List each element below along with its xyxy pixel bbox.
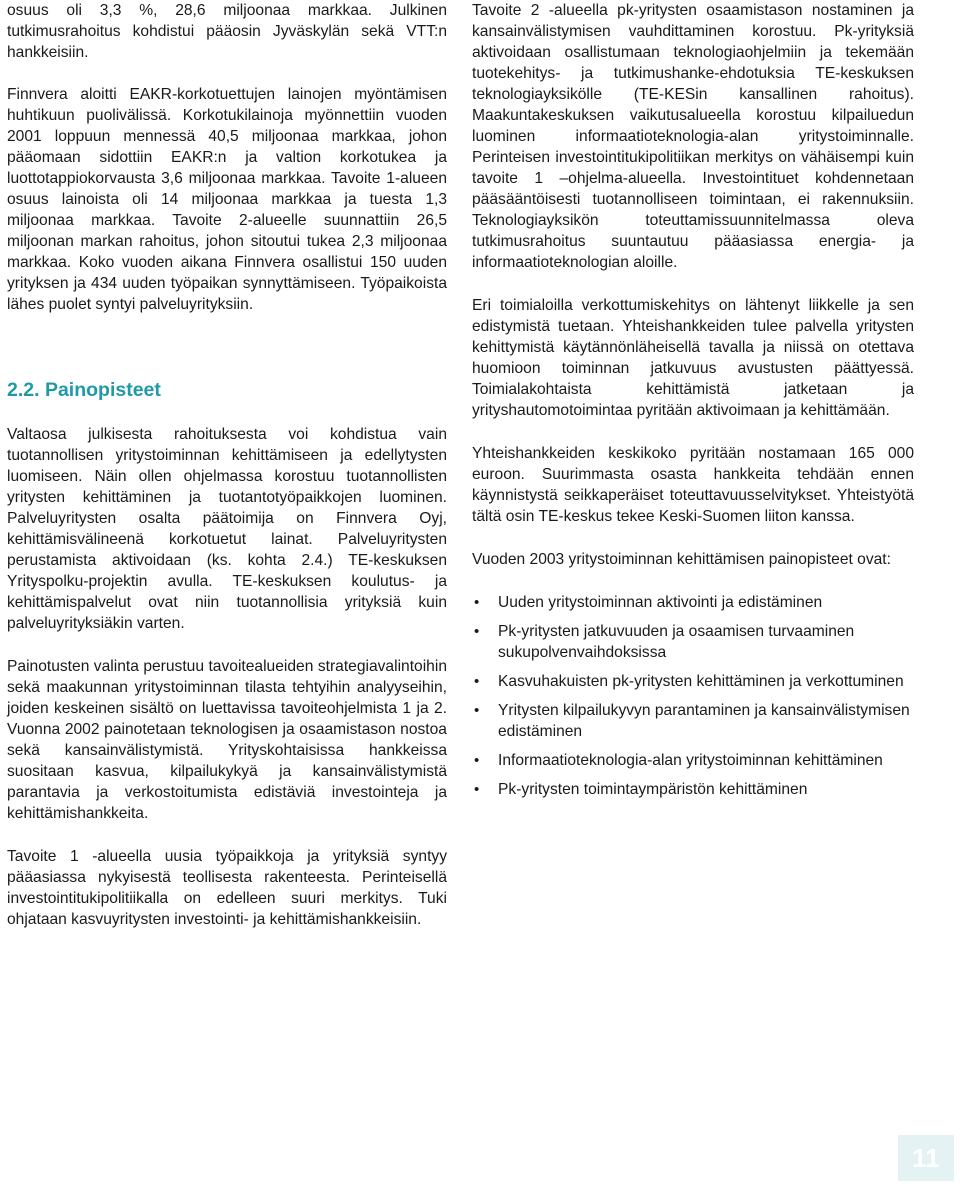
right-column (472, 0, 914, 808)
bullet-icon: • (474, 594, 480, 611)
finnvera-paragraph: Finnvera aloitti EAKR-korkotuettujen lainojen myöntämisen huhtikuun puolivälissä. Korkotukilainoja myönnettiin vuoden 2001 loppuun mennessä 40,5 miljoonaa markkaa, johon pääomaan sidottiin EAKR:n ja valtion korkotukea ja luottotappiokorvausta 3,6 miljoonaa markkaa. Tavoite 1-alueen osuus lainoista oli 14 miljoonaa markkaa ja tuesta 1,3 miljoonaa markkaa. Tavoite 2-alueelle suunnattiin 26,5 miljoonan markan rahoitus, johon sitoutui tukea 2,3 miljoonaa markkaa. Koko vuoden aikana Finnvera osallistui 150 uuden yrityksen ja 434 uuden työpaikan synnyttämiseen. Työpaikoista lähes puolet syntyi palveluyrityksiin. (7, 86, 447, 313)
list-item: • Informaatioteknologia-alan yritystoiminnan kehittäminen (474, 752, 883, 769)
list-item: • Pk-yritysten jatkuvuuden ja osaamisen turvaaminen sukupolvenvaihdoksissa (474, 623, 855, 661)
page-number: 11 (898, 1135, 954, 1181)
tavoite2-paragraph: Tavoite 2 -alueella pk-yritysten osaamistason nostaminen ja kansainvälistymisen vauhdittaminen korostuu. Pk-yrityksiä aktivoidaan osallistumaan teknologiaohjelmiin ja tekemään tuotekehitys- ja tutkimushanke-ehdotuksia TE-keskuksen teknologiayksikölle (TE-KESin kansallinen rahoitus). Maakuntakeskuksen vaikutusalueella korostuu kilpailuedun luominen informaatioteknologia-alan yritystoiminnalle. Perinteisen investointitukipolitiikan merkitys on vähäisempi kuin tavoite 1 –ohjelma-alueella. Investointituet kohdennetaan pääsääntöisesti tuotannolliseen toimintaan, ei rakennuksiin. Teknologiayksikön toteuttamissuunnitelmassa oleva tutkimusrahoitus suuntautuu pääasiassa energia- ja informaatioteknologian aloille. (472, 2, 914, 271)
left-column (7, 0, 447, 930)
list-item: • Pk-yritysten toimintaympäristön kehittäminen (474, 781, 808, 798)
list-item: • Yritysten kilpailukyvyn parantaminen ja kansainvälistymisen edistäminen (474, 702, 910, 740)
painotusten-paragraph: Painotusten valinta perustuu tavoitealueiden strategiavalintoihin sekä maakunnan yritystoiminnan tilasta tehtyihin analyyseihin, joiden keskeinen sisältö on luettavissa tavoiteohjelmista 1 ja 2. Vuonna 2002 painotetaan teknologisen ja osaamistason nostoa sekä kansainvälistymistä. Yrityskohtaisissa hankkeissa suositaan kasvua, kilpailukykyä ja kansainvälistymistä parantavia ja verkostoitumista edistäviä investointeja ja kehittämishankkeita. (7, 658, 447, 822)
toimialoilla-paragraph: Eri toimialoilla verkottumiskehitys on lähtenyt liikkelle ja sen edistymistä tuetaan. Yhteishankkeiden tulee palvella yritysten kehittymistä käytännönläheisellä tavalla ja niissä on otettava huomioon toiminnan jatkuvuus avustusten päättyessä. Toimialakohtaista kehittämistä jatketaan ja yrityshautomotoimintaa pyritään aktivoimaan ja kehittämään. (472, 297, 914, 419)
priorities-list (472, 592, 914, 800)
tavoite1-paragraph: Tavoite 1 -alueella uusia työpaikkoja ja yrityksiä syntyy pääasiassa nykyisestä teollisesta rakenteesta. Perinteisellä investointitukipolitiikalla on edelleen suuri merkitys. Tuki ohjataan kasvuyritysten investointi- ja kehittämishankkeisiin. (7, 848, 447, 928)
valtaosa-paragraph: Valtaosa julkisesta rahoituksesta voi kohdistua vain tuotannollisen yritystoiminnan kehittämiseen ja edellytysten luomiseen. Näin ollen ohjelmassa korostuu tuotannollisten yritysten kehittäminen ja tuotantotyöpaikkojen luominen. Palveluyritysten osalta päätoimija on Finnvera Oyj, kehittämisvälineenä korkotuetut lainat. Palveluyritysten perustamista aktivoidaan (ks. kohta 2.4.) TE-keskuksen Yrityspolku-projektin avulla. TE-keskuksen koulutus- ja kehittämispalvelut ovat niin tuotannollisia yrityksiä kuin palveluyrityksiäkin varten. (7, 426, 447, 632)
bullet-icon: • (474, 623, 480, 640)
bullet-icon: • (474, 673, 480, 690)
bullet-icon: • (474, 702, 480, 719)
bullet-icon: • (474, 781, 480, 798)
yhteishankkeiden-paragraph: Yhteishankkeiden keskikoko pyritään nostamaan 165 000 euroon. Suurimmasta osasta hankkeita tehdään ennen käynnistystä seikkaperäiset toteuttavuusselvitykset. Yhteistyötä tältä osin TE-keskus tekee Keski-Suomen liiton kanssa. (472, 445, 914, 525)
section-heading: 2.2. Painopisteet (7, 379, 161, 401)
list-intro: Vuoden 2003 yritystoiminnan kehittämisen painopisteet ovat: (472, 551, 891, 568)
bullet-icon: • (474, 752, 480, 769)
intro-paragraph: osuus oli 3,3 %, 28,6 miljoonaa markkaa. Julkinen tutkimusrahoitus kohdistui pääosin Jyväskylän sekä VTT:n hankkeisiin. (7, 2, 447, 61)
list-item: • Uuden yritystoiminnan aktivointi ja edistäminen (474, 594, 823, 611)
list-item: • Kasvuhakuisten pk-yritysten kehittäminen ja verkottuminen (474, 673, 904, 690)
